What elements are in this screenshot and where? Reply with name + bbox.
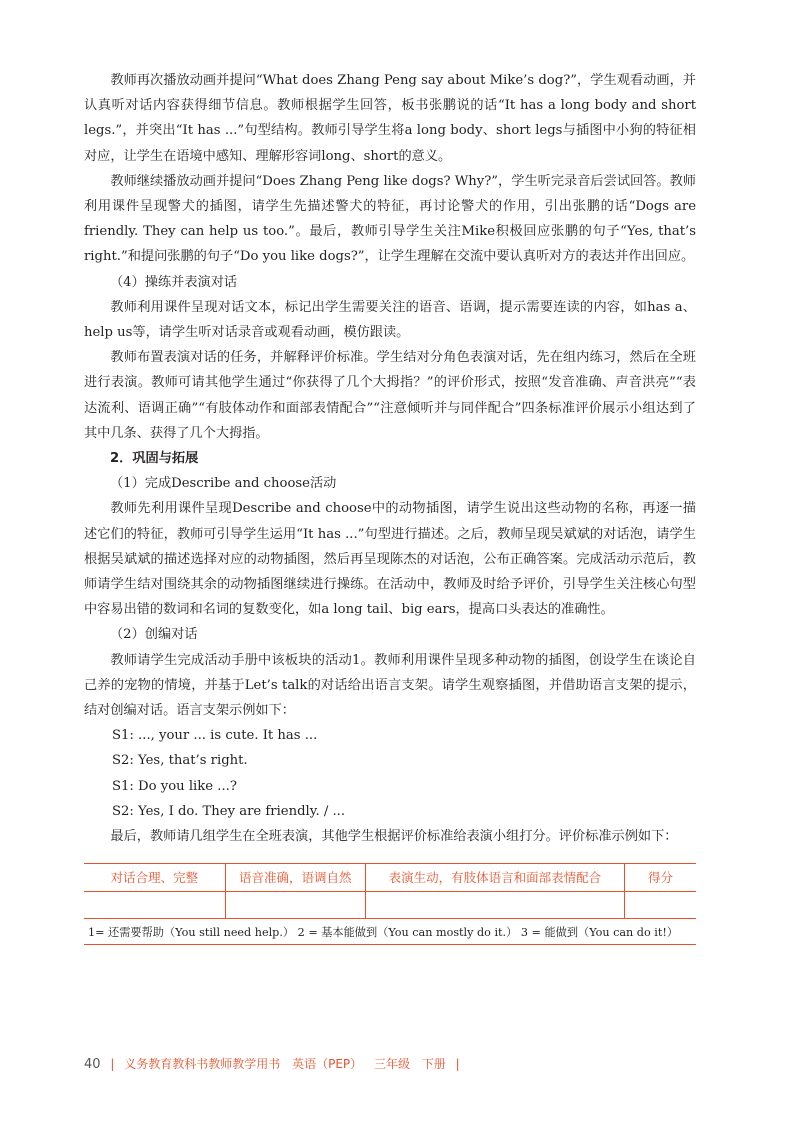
example-line: S2: Yes, I do. They are friendly. / ... xyxy=(112,803,346,819)
separator: | xyxy=(110,1057,115,1071)
subsection-heading: （2）创编对话 xyxy=(110,627,198,643)
table-cell xyxy=(225,892,365,919)
paragraph: 教师继续播放动画并提问“Does Zhang Peng like dogs? Why?”，学生听完录音后尝试回答。教师利用课件呈现警犬的插图，请学生先描述警犬的特征，再讨论警犬的作用，引出张鹏的话“Dogs are friendly. They can help us too.”。最后，教师引导学生关注Mike积极回应张鹏的句子“Yes, that’s right.”和提问张鹏的句子“Do you like dogs?”，让学生理解在交流中要认真听对方的表达并作出回应。 xyxy=(84,173,696,265)
example-line: S2: Yes, that’s right. xyxy=(112,753,248,769)
table-header: 得分 xyxy=(624,864,696,892)
section-heading: 2．巩固与拓展 xyxy=(110,451,199,467)
table-cell xyxy=(624,892,696,919)
paragraph: 教师请学生完成活动手册中该板块的活动1。教师利用课件呈现多种动物的插图，创设学生在谈论自己养的宠物的情境，并基于Let’s talk的对话给出语言支架。请学生观察插图，并借助语言支架的提示，结对创编对话。语言支架示例如下： xyxy=(84,652,696,719)
table-header-row xyxy=(84,864,696,892)
table-row xyxy=(84,892,696,919)
subsection-heading: （1）完成Describe and choose活动 xyxy=(110,476,337,492)
grade: 三年级 xyxy=(373,1057,410,1071)
subject: 英语（PEP） xyxy=(292,1057,363,1071)
table-header: 对话合理、完整 xyxy=(84,864,225,892)
separator: | xyxy=(455,1057,460,1071)
paragraph: 教师利用课件呈现对话文本，标记出学生需要关注的语音、语调，提示需要连读的内容，如has a、help us等，请学生听对话录音或观看动画，模仿跟读。 xyxy=(84,299,696,341)
evaluation-table xyxy=(84,863,696,919)
example-line: S1: ..., your ... is cute. It has ... xyxy=(112,728,318,744)
volume: 下册 xyxy=(421,1057,446,1071)
book-title: 义务教育教科书教师教学用书 xyxy=(124,1057,281,1071)
subsection-heading: （4）操练并表演对话 xyxy=(110,274,238,290)
main-content xyxy=(84,68,696,945)
paragraph: 教师先利用课件呈现Describe and choose中的动物插图，请学生说出这些动物的名称，再逐一描述它们的特征，教师可引导学生运用“It has ...”句型进行描述。之后，教师呈现吴斌斌的对话泡，请学生根据吴斌斌的描述选择对应的动物插图，然后再呈现陈杰的对话泡，公布正确答案。完成活动示范后，教师请学生结对围绕其余的动物插图继续进行操练。在活动中，教师及时给予评价，引导学生关注核心句型中容易出错的数词和名词的复数变化，如a long tail、big ears，提高口头表达的准确性。 xyxy=(84,501,696,618)
paragraph: 教师布置表演对话的任务，并解释评价标准。学生结对分角色表演对话，先在组内练习，然后在全班进行表演。教师可请其他学生通过“你获得了几个大拇指？”的评价形式，按照“发音准确、声音洪亮”“表达流利、语调正确”“有肢体动作和面部表情配合”“注意倾听并与同伴配合”四条标准评价展示小组达到了其中几条、获得了几个大拇指。 xyxy=(84,350,696,441)
table-cell xyxy=(84,892,225,919)
example-line: S1: Do you like ...? xyxy=(112,778,237,794)
table-header: 表演生动，有肢体语言和面部表情配合 xyxy=(365,864,624,892)
table-cell xyxy=(365,892,624,919)
paragraph: 教师再次播放动画并提问“What does Zhang Peng say about Mike’s dog?”，学生观看动画，并认真听对话内容获得细节信息。教师根据学生回答，板书张鹏说的话“It has a long body and short legs.”，并突出“It has ...”句型结构。教师引导学生将a long body、short legs与插图中小狗的特征相对应，让学生在语境中感知、理解形容词long、short的意义。 xyxy=(84,73,696,164)
paragraph: 最后，教师请几组学生在全班表演，其他学生根据评价标准给表演小组打分。评价标准示例如下： xyxy=(110,829,678,845)
page-footer xyxy=(84,1054,466,1074)
table-header: 语音准确，语调自然 xyxy=(225,864,365,892)
page-number: 40 xyxy=(84,1057,101,1072)
table-legend: 1= 还需要帮助（You still need help.） 2 = 基本能做到（You can mostly do it.） 3 = 能做到（You can do it!） xyxy=(84,919,696,945)
